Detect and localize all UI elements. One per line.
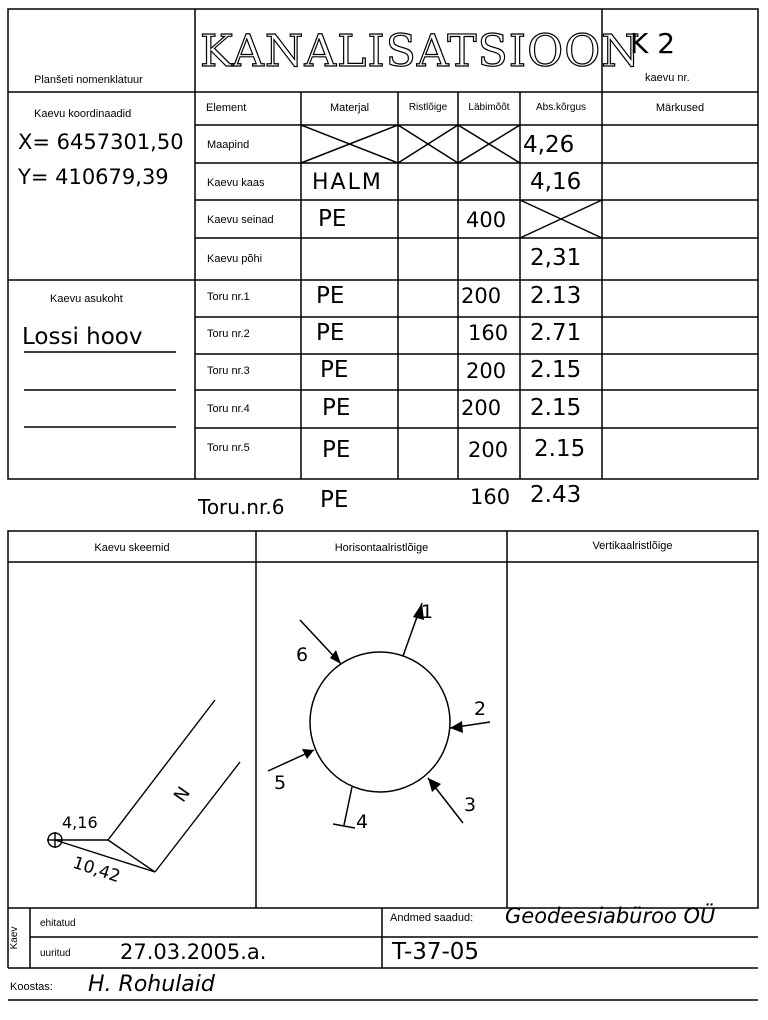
scheme-distance-label: 10,42 bbox=[70, 852, 123, 888]
row-element: Kaevu seinad bbox=[207, 214, 274, 226]
footer-side-label: Kaev bbox=[9, 926, 20, 950]
extra-row-element: Toru.nr.6 bbox=[198, 495, 285, 519]
row-height: 4,26 bbox=[523, 132, 575, 158]
form-title: KANALISATSIOON bbox=[200, 26, 641, 77]
row-material: PE bbox=[320, 357, 349, 383]
footer-source-value: Geodeesiabüroo OÜ bbox=[505, 904, 716, 928]
row-material: HALM bbox=[312, 170, 383, 195]
row-element: Kaevu põhi bbox=[207, 253, 263, 265]
row-material: PE bbox=[318, 206, 347, 232]
row-element: Toru nr.1 bbox=[207, 291, 250, 303]
row-element: Toru nr.3 bbox=[207, 365, 250, 377]
coordinate-x: X= 6457301,50 bbox=[18, 130, 184, 154]
well-scheme-drawing bbox=[47, 700, 240, 872]
row-height: 2.15 bbox=[534, 436, 586, 462]
row-diameter: 200 bbox=[461, 396, 502, 420]
footer-source-label: Andmed saadud: bbox=[390, 912, 474, 924]
pipe-arrowheads bbox=[302, 603, 463, 792]
row-diameter: 200 bbox=[461, 284, 502, 308]
row-element: Toru nr.5 bbox=[207, 442, 250, 454]
sketch-col-vertical-label: Vertikaalristlõige bbox=[592, 540, 673, 552]
footer-built-label: ehitatud bbox=[40, 918, 76, 929]
row-height: 2.15 bbox=[530, 395, 582, 421]
row-diameter: 160 bbox=[468, 321, 509, 345]
col-header-section: Ristlõige bbox=[408, 102, 448, 113]
col-header-notes: Märkused bbox=[655, 102, 705, 114]
row-height: 2,31 bbox=[530, 245, 582, 271]
sketch-col-horizontal-label: Horisontaalristlõige bbox=[334, 542, 429, 554]
row-height: 2.71 bbox=[530, 320, 582, 346]
lower-frame bbox=[8, 531, 758, 908]
col-header-height: Abs.kõrgus bbox=[535, 102, 587, 113]
pipe-label-6: 6 bbox=[296, 644, 309, 666]
row-element: Kaevu kaas bbox=[207, 177, 265, 189]
location-label: Kaevu asukoht bbox=[50, 293, 123, 305]
row-diameter: 200 bbox=[468, 438, 509, 462]
well-number: K 2 bbox=[630, 27, 676, 60]
row-diameter: 200 bbox=[466, 359, 507, 383]
row-material: PE bbox=[316, 283, 345, 309]
pipe-label-3: 3 bbox=[464, 794, 477, 816]
row-diameter: 400 bbox=[466, 208, 507, 232]
col-header-material: Materjal bbox=[329, 102, 370, 114]
row-material: PE bbox=[322, 437, 351, 463]
row-element: Maapind bbox=[207, 139, 250, 151]
coordinate-y: Y= 410679,39 bbox=[18, 165, 169, 189]
sketch-col-schemes-label: Kaevu skeemid bbox=[94, 542, 170, 554]
pipe-label-1: 1 bbox=[421, 601, 434, 623]
col-header-element: Element bbox=[206, 102, 247, 114]
footer-surveyed-date: 27.03.2005.a. bbox=[120, 940, 267, 964]
scheme-north-label: N bbox=[169, 783, 195, 807]
row-height: 2.13 bbox=[530, 283, 582, 309]
pipe-label-5: 5 bbox=[274, 772, 287, 794]
row-element: Toru nr.4 bbox=[207, 403, 250, 415]
row-material: PE bbox=[316, 320, 345, 346]
sheet-nomenclature-label: Planšeti nomenklatuur bbox=[34, 74, 143, 86]
pipe-label-2: 2 bbox=[474, 698, 487, 720]
footer-author-label: Koostas: bbox=[10, 981, 53, 993]
horizontal-section-drawing bbox=[268, 603, 490, 828]
well-number-label: kaevu nr. bbox=[645, 72, 690, 84]
row-height: 4,16 bbox=[530, 169, 582, 195]
footer-author-value: H. Rohulaid bbox=[88, 972, 215, 997]
extra-row-material: PE bbox=[320, 487, 349, 513]
row-height: 2.15 bbox=[530, 357, 582, 383]
coordinates-label: Kaevu koordinaadid bbox=[34, 108, 132, 120]
row-material: PE bbox=[322, 395, 351, 421]
extra-row-diameter: 160 bbox=[470, 485, 511, 509]
footer-code: T-37-05 bbox=[392, 939, 480, 965]
pipe-label-4: 4 bbox=[356, 811, 369, 833]
extra-row-height: 2.43 bbox=[530, 482, 582, 508]
location-value: Lossi hoov bbox=[22, 324, 143, 350]
row-element: Toru nr.2 bbox=[207, 328, 250, 340]
footer-surveyed-label: uuritud bbox=[40, 948, 71, 959]
scheme-height-label: 4,16 bbox=[62, 813, 98, 832]
col-header-diameter: Läbimõõt bbox=[468, 102, 510, 113]
